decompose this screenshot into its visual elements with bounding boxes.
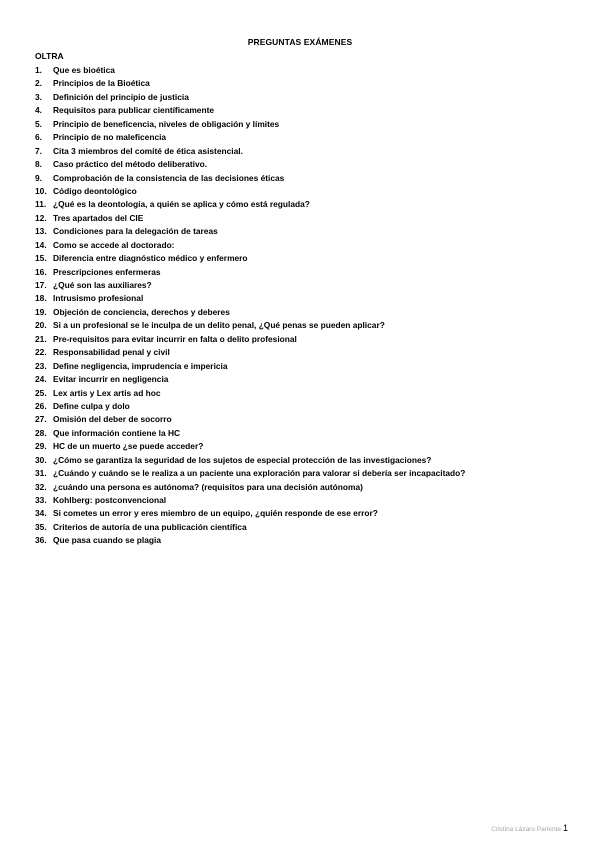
question-item [35, 534, 575, 547]
question-number: 26. [35, 400, 47, 411]
question-item [35, 387, 575, 400]
question-item [35, 346, 575, 359]
question-number: 1. [35, 65, 42, 75]
question-text: Requisitos para publicar científicamente [53, 105, 215, 116]
question-item [35, 413, 575, 426]
question-number: 16. [35, 266, 47, 277]
question-number: 21. [35, 333, 47, 344]
question-text: Cita 3 miembros del comité de ética asistencial. [53, 145, 243, 156]
question-number: 13. [35, 226, 47, 237]
question-item [35, 494, 575, 507]
question-item [35, 467, 575, 480]
question-number: 31. [35, 468, 47, 479]
question-text: Pre-requisitos para evitar incurrir en falta o delito profesional [53, 333, 297, 344]
question-number: 12. [35, 212, 47, 223]
question-number: 32. [35, 481, 47, 492]
question-number: 36. [35, 535, 47, 546]
question-text: Que pasa cuando se plagia [53, 535, 161, 546]
question-text: Omisión del deber de socorro [53, 414, 172, 425]
question-text: Responsabilidad penal y civil [53, 347, 170, 358]
question-item [35, 427, 575, 440]
question-number: 9. [35, 172, 42, 183]
question-number: 22. [35, 347, 47, 358]
question-item [35, 279, 575, 292]
question-text: Prescripciones enfermeras [53, 266, 161, 277]
question-number: 28. [35, 427, 47, 438]
question-item [35, 306, 575, 319]
question-text: Principios de la Bioética [53, 78, 150, 89]
question-number: 14. [35, 239, 47, 250]
question-number: 5. [35, 118, 42, 129]
question-number: 7. [35, 145, 42, 156]
question-item [35, 440, 575, 453]
question-item [35, 131, 575, 144]
question-item [35, 266, 575, 279]
question-item [35, 239, 575, 252]
question-number: 29. [35, 441, 47, 452]
question-number: 23. [35, 360, 47, 371]
question-number: 30. [35, 454, 47, 465]
question-number: 10. [35, 185, 47, 196]
question-item [35, 158, 575, 171]
footer-author: Cristina Lázaro Pariente [491, 826, 561, 833]
question-number: 11. [35, 199, 47, 210]
page-title: PREGUNTAS EXÁMENES [247, 37, 353, 47]
question-text: Evitar incurrir en negligencia [53, 374, 169, 385]
question-item [35, 400, 575, 413]
question-number: 6. [35, 132, 42, 143]
question-text: Que es bioética [53, 65, 115, 75]
question-item [35, 360, 575, 373]
question-item [35, 252, 575, 265]
question-text: Si cometes un error y eres miembro de un equipo, ¿quién responde de ese error? [53, 508, 378, 519]
question-text: Define negligencia, imprudencia e impericia [53, 360, 228, 371]
question-text: Lex artis y Lex artis ad hoc [53, 387, 161, 398]
question-number: 24. [35, 374, 47, 385]
question-item [35, 198, 575, 211]
question-text: Definición del principio de justicia [53, 91, 189, 102]
question-item [35, 172, 575, 185]
question-number: 35. [35, 521, 47, 532]
question-item [35, 145, 575, 158]
question-text: ¿Cuándo y cuándo se le realiza a un paciente una exploración para valorar si debería ser incapacitado? [53, 468, 466, 479]
question-item [35, 104, 575, 117]
question-number: 34. [35, 508, 47, 519]
question-text: Criterios de autoría de una publicación científica [53, 521, 247, 532]
question-number: 27. [35, 414, 47, 425]
question-item [35, 319, 575, 332]
question-text: Que información contiene la HC [53, 427, 181, 438]
question-item [35, 373, 575, 386]
question-number: 25. [35, 387, 47, 398]
question-text: Principio de beneficencia, niveles de obligación y límites [53, 118, 280, 129]
question-text: ¿Cómo se garantiza la seguridad de los sujetos de especial protección de las investigaciones? [53, 454, 432, 465]
question-text: Código deontológico [53, 185, 137, 196]
question-item [35, 292, 575, 305]
page-footer [491, 823, 568, 833]
question-item [35, 185, 575, 198]
question-item [35, 225, 575, 238]
question-number: 4. [35, 105, 42, 116]
question-number: 18. [35, 293, 47, 304]
question-item [35, 91, 575, 104]
question-item [35, 454, 575, 467]
question-text: Objeción de conciencia, derechos y deberes [53, 306, 230, 317]
question-number: 33. [35, 495, 47, 505]
question-text: Condiciones para la delegación de tareas [53, 226, 218, 237]
question-text: Caso práctico del método deliberativo. [53, 159, 208, 170]
question-text: Si a un profesional se le inculpa de un delito penal, ¿Qué penas se pueden aplicar? [53, 320, 385, 331]
question-number: 17. [35, 280, 47, 290]
question-list [35, 64, 575, 548]
question-item [35, 481, 575, 494]
question-item [35, 118, 575, 131]
question-item [35, 212, 575, 225]
question-number: 8. [35, 159, 42, 170]
page-number: 1 [562, 823, 568, 833]
question-text: ¿Qué son las auxiliares? [53, 280, 152, 290]
question-text: ¿cuándo una persona es autónoma? (requisitos para una decisión autónoma) [53, 481, 363, 492]
section-label: OLTRA [35, 51, 64, 61]
question-text: Comprobación de la consistencia de las decisiones éticas [53, 172, 285, 183]
question-item [35, 77, 575, 90]
question-text: Principio de no maleficencia [53, 132, 167, 143]
question-text: Kohlberg: postconvencional [53, 495, 167, 505]
question-item [35, 521, 575, 534]
question-number: 20. [35, 320, 47, 331]
question-item [35, 333, 575, 346]
question-text: Define culpa y dolo [53, 400, 130, 411]
question-text: HC de un muerto ¿se puede acceder? [53, 441, 204, 452]
question-text: Diferencia entre diagnóstico médico y enfermero [53, 253, 248, 264]
question-text: Tres apartados del CIE [53, 212, 144, 223]
question-number: 19. [35, 306, 47, 317]
question-text: Como se accede al doctorado: [53, 239, 175, 250]
question-text: Intrusismo profesional [53, 293, 144, 304]
question-number: 2. [35, 78, 42, 89]
question-text: ¿Qué es la deontología, a quién se aplica y cómo está regulada? [53, 199, 310, 210]
question-number: 15. [35, 253, 47, 264]
question-number: 3. [35, 91, 42, 102]
question-item [35, 507, 575, 520]
question-item [35, 64, 575, 77]
